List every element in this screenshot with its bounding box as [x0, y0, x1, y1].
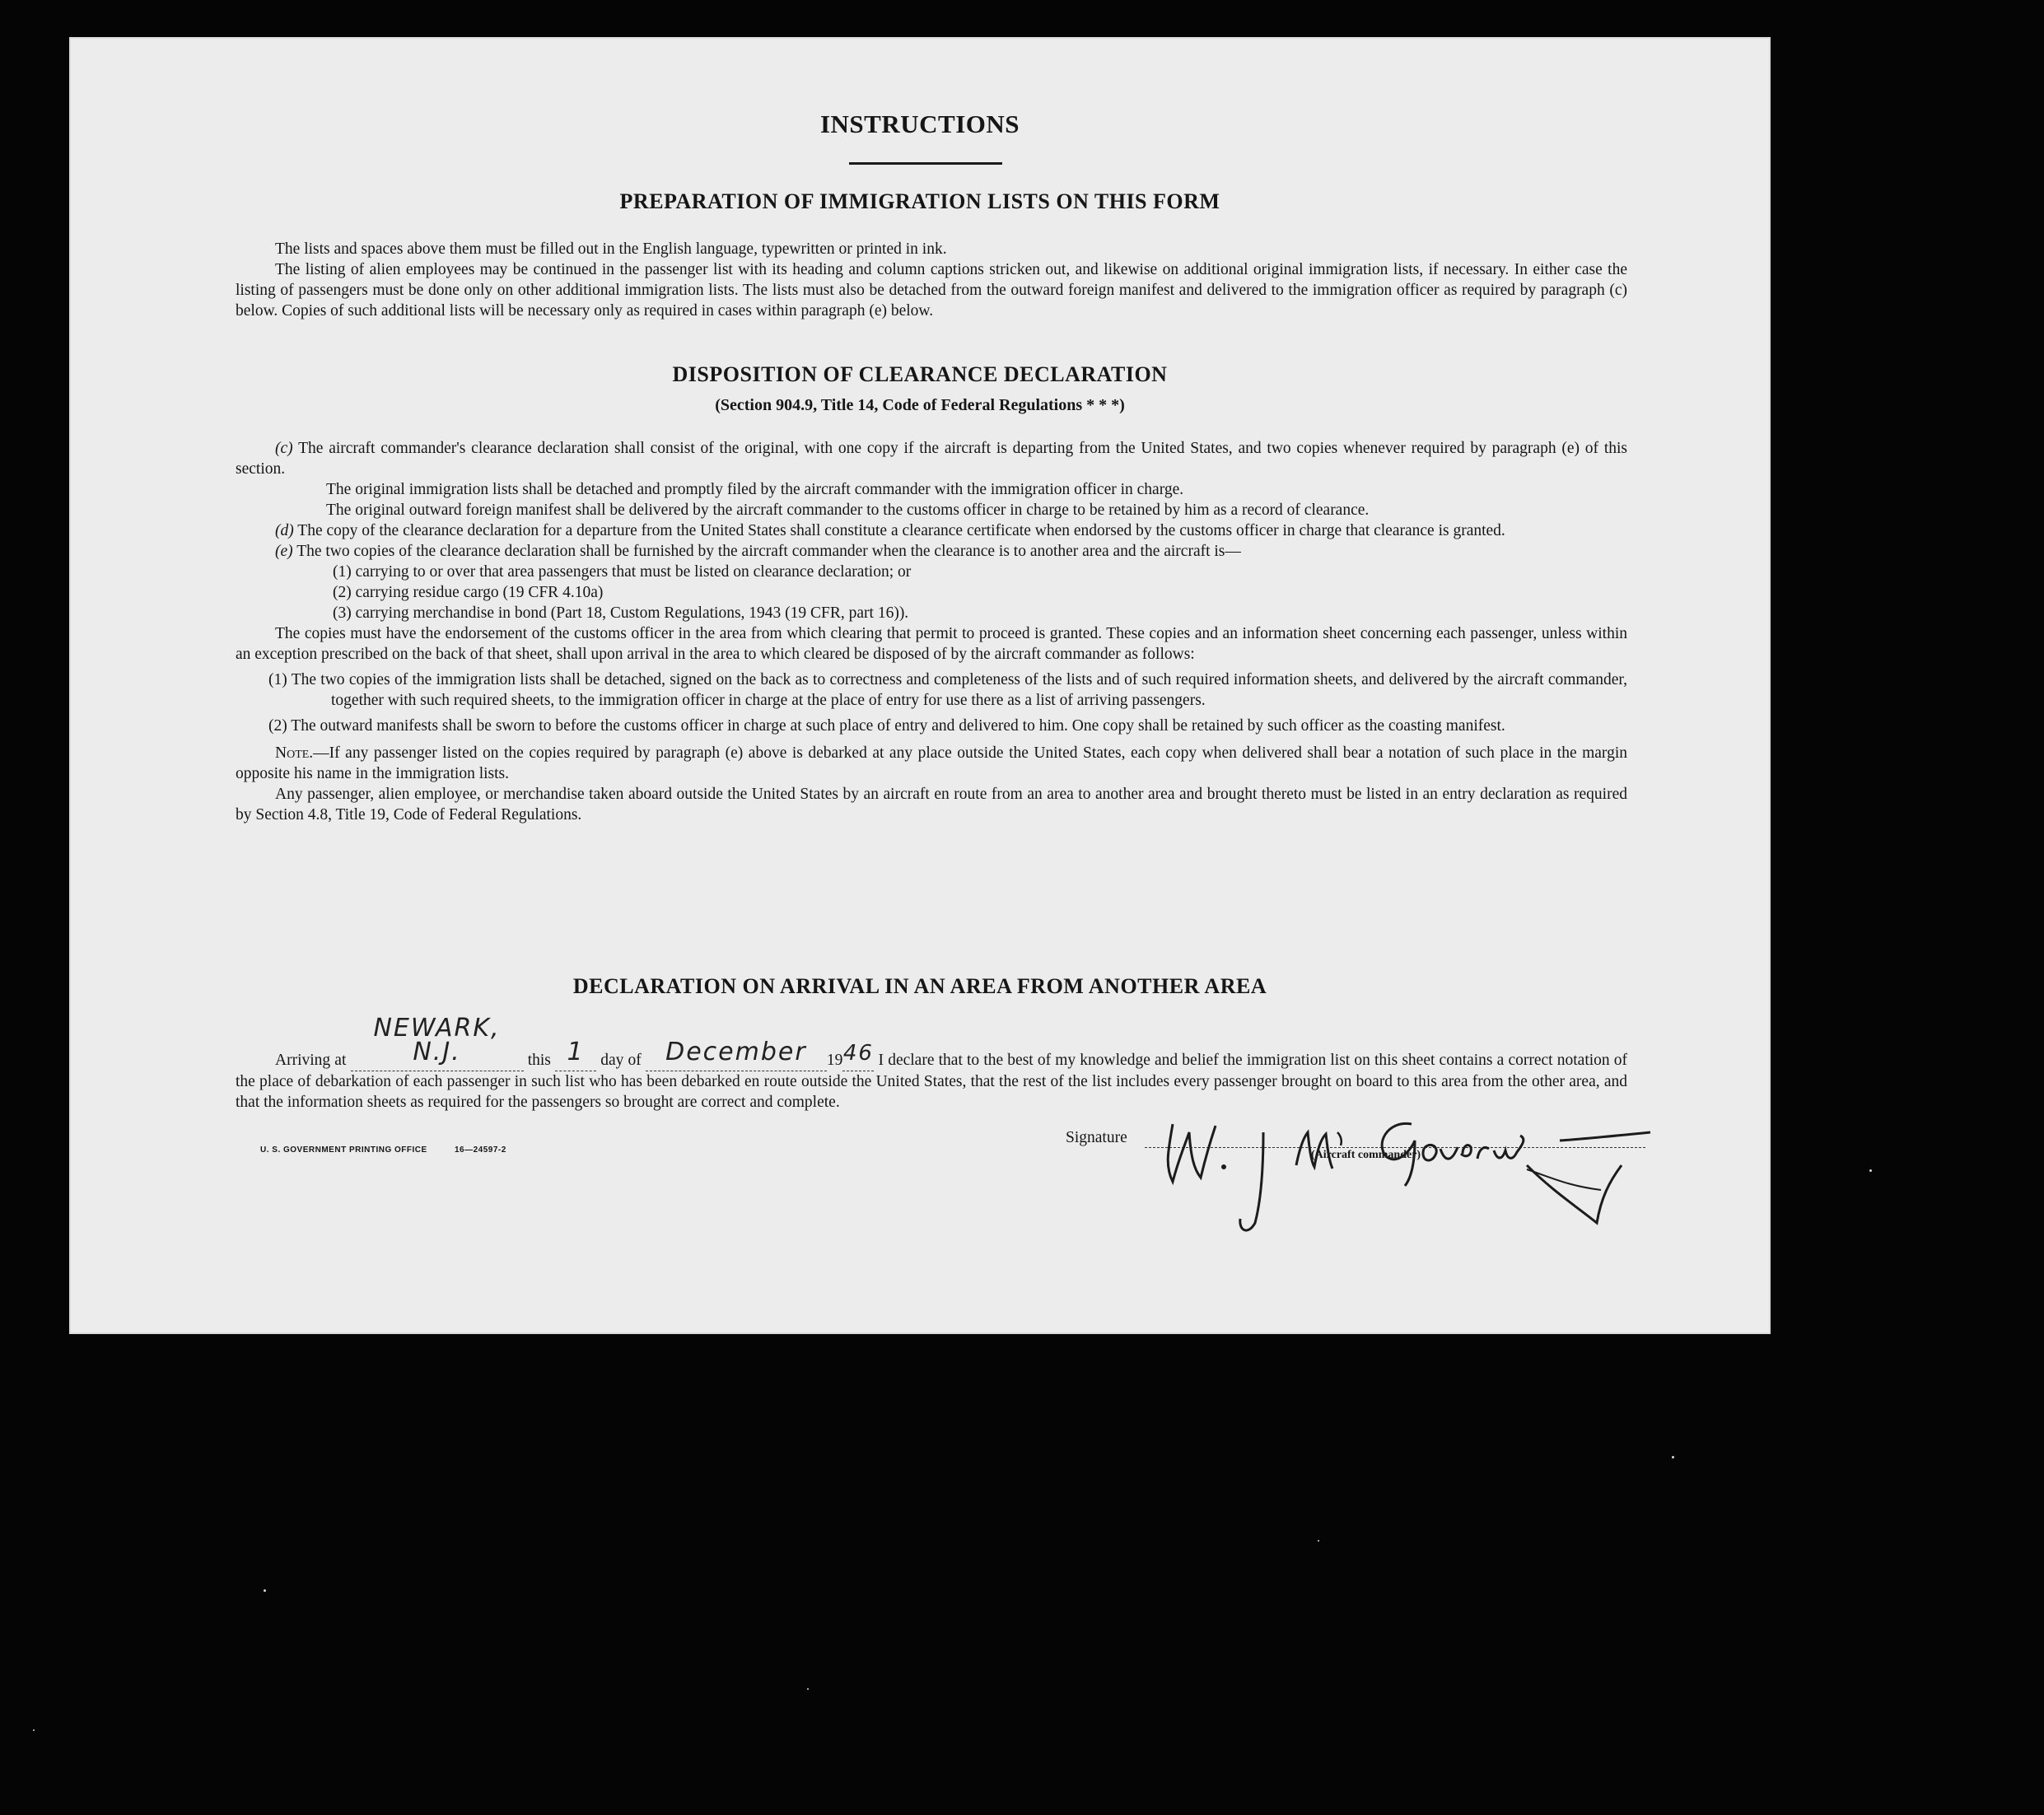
paragraph-c: [236, 438, 1627, 479]
printer-imprint: [260, 1145, 506, 1155]
paragraph-d-text: The copy of the clearance declaration for a departure from the United States shall constitute a clearance certificate when endorsed by the customs officer in charge that clearance is granted.: [297, 522, 1505, 539]
paragraph-e-item-1: (1) carrying to or over that area passengers that must be listed on clearance declaration; or: [333, 563, 912, 581]
preparation-paragraph-1: The lists and spaces above them must be filled out in the English language, typewritten or printed in ink.: [275, 240, 947, 258]
page-title: INSTRUCTIONS: [819, 110, 1020, 138]
form-number: 16—24597-2: [454, 1145, 506, 1155]
arrival-year-value: 46: [842, 1041, 874, 1066]
numbered-item-1: [236, 670, 1627, 711]
declaration-text: I declare that to the best of my knowledge and belief the immigration list on this sheet contains a correct notation of the place of debarkation of each passenger in such list who has been debarked en route outside the United States, that the rest of the list includes every passenger brought on board to this area from the other area, and that the information sheets as required for the passengers so brought are correct and complete.: [236, 1052, 1628, 1111]
entry-declaration-paragraph: Any passenger, alien employee, or merchandise taken aboard outside the United States by an aircraft en route from an area to another area and brought thereto must be listed in an entry declaration as required by Section 4.8, Title 19, Code of Federal Regulations.: [236, 786, 1627, 824]
arrival-month-value: December: [665, 1038, 807, 1066]
arriving-at-label: Arriving at: [275, 1052, 347, 1069]
paragraph-c-immigration-lists: The original immigration lists shall be detached and promptly filed by the aircraft commander with the immigration officer in charge.: [326, 481, 1184, 498]
scan-speck: [1672, 1456, 1674, 1458]
printer-name: U. S. GOVERNMENT PRINTING OFFICE: [260, 1145, 427, 1155]
numbered-item-1-text: The two copies of the immigration lists shall be detached, signed on the back as to correctness and completeness of the lists and of such required information sheets, and delivered by the aircraft commander, together with such required sheets, to the immigration officer in charge at the place of entry for use there as a list of arriving passengers.: [291, 671, 1628, 709]
paragraph-d: [236, 520, 1627, 541]
scan-speck: [33, 1729, 35, 1731]
copies-paragraph: The copies must have the endorsement of the customs officer in the area from which clearing that permit to proceed is granted. These copies and an information sheet concerning each passenger, unless within an exception prescribed on the back of that sheet, shall upon arrival in the area to which cleared be disposed of by the aircraft commander as follows:: [236, 625, 1627, 663]
arrival-year-field: [842, 1041, 874, 1071]
disposition-subheading: (Section 904.9, Title 14, Code of Federal Regulations * * *): [715, 396, 1125, 414]
scan-speck: [1318, 1540, 1319, 1542]
day-of-label: day of: [600, 1052, 642, 1069]
handwritten-signature: [1140, 1099, 1667, 1248]
paragraph-e-item-2: (2) carrying residue cargo (19 CFR 4.10a): [333, 584, 604, 601]
paragraph-e-text: The two copies of the clearance declaration shall be furnished by the aircraft commander when the clearance is to another area and the aircraft is—: [296, 543, 1241, 560]
arrival-place-field: [351, 1014, 524, 1071]
arrival-month-field: [646, 1038, 827, 1071]
paragraph-e-item-3: (3) carrying merchandise in bond (Part 18, Custom Regulations, 1943 (19 CFR, part 16)).: [333, 604, 909, 622]
numbered-item-2-label: (2): [268, 717, 287, 735]
numbered-item-2-text: The outward manifests shall be sworn to before the customs officer in charge at such place of entry and delivered to him. One copy shall be retained by such officer as the coasting manifest.: [291, 717, 1505, 735]
paragraph-c-outward-manifest: The original outward foreign manifest shall be delivered by the aircraft commander to the customs officer in charge to be retained by him as a record of clearance.: [326, 502, 1370, 519]
numbered-item-1-label: (1): [268, 671, 287, 688]
note-label: Note.: [275, 744, 314, 762]
paragraph-c-text: The aircraft commander's clearance declaration shall consist of the original, with one copy if the aircraft is departing from the United States, and two copies whenever required by paragraph (e) of this section.: [236, 440, 1627, 478]
scan-speck: [1869, 1169, 1872, 1172]
paragraph-e-label: (e): [275, 543, 293, 560]
arrival-day-field: [555, 1038, 596, 1071]
scan-speck: [264, 1589, 266, 1592]
document-page: [69, 37, 1771, 1334]
section-heading-declaration-on-arrival: DECLARATION ON ARRIVAL IN AN AREA FROM ANOTHER AREA: [572, 974, 1267, 998]
signature-label: Signature: [1066, 1129, 1127, 1146]
paragraph-e: [236, 541, 1627, 562]
year-prefix: 19: [826, 1052, 843, 1069]
note-paragraph: [236, 743, 1627, 784]
arrival-place-value: NEWARK, N.J.: [373, 1014, 501, 1066]
disposition-body: [236, 438, 1627, 825]
signature-caption: (Aircraft commander): [1311, 1149, 1421, 1161]
section-heading-preparation: PREPARATION OF IMMIGRATION LISTS ON THIS FORM: [619, 189, 1220, 213]
numbered-item-2: [236, 716, 1627, 736]
section-heading-disposition: DISPOSITION OF CLEARANCE DECLARATION: [672, 362, 1168, 386]
note-text: —If any passenger listed on the copies required by paragraph (e) above is debarked at any place outside the United States, each copy when delivered shall bear a notation of such place in the margin opposite his name in the immigration lists.: [236, 744, 1627, 782]
paragraph-d-label: (d): [275, 522, 294, 539]
paragraph-c-label: (c): [275, 440, 293, 457]
preparation-body: [236, 239, 1627, 321]
this-label: this: [527, 1052, 551, 1069]
title-underline: [849, 162, 1002, 165]
scan-speck: [807, 1688, 809, 1690]
arrival-day-value: 1: [567, 1038, 585, 1066]
preparation-paragraph-2: The listing of alien employees may be continued in the passenger list with its heading and column captions stricken out, and likewise on additional original immigration lists, if necessary. In either case the listing of passengers must be done only on other additional immigration lists. The lists must also be detached from the outward foreign manifest and delivered to the immigration officer as required by paragraph (c) below. Copies of such additional lists will be necessary only as required in cases within paragraph (e) below.: [236, 261, 1627, 320]
